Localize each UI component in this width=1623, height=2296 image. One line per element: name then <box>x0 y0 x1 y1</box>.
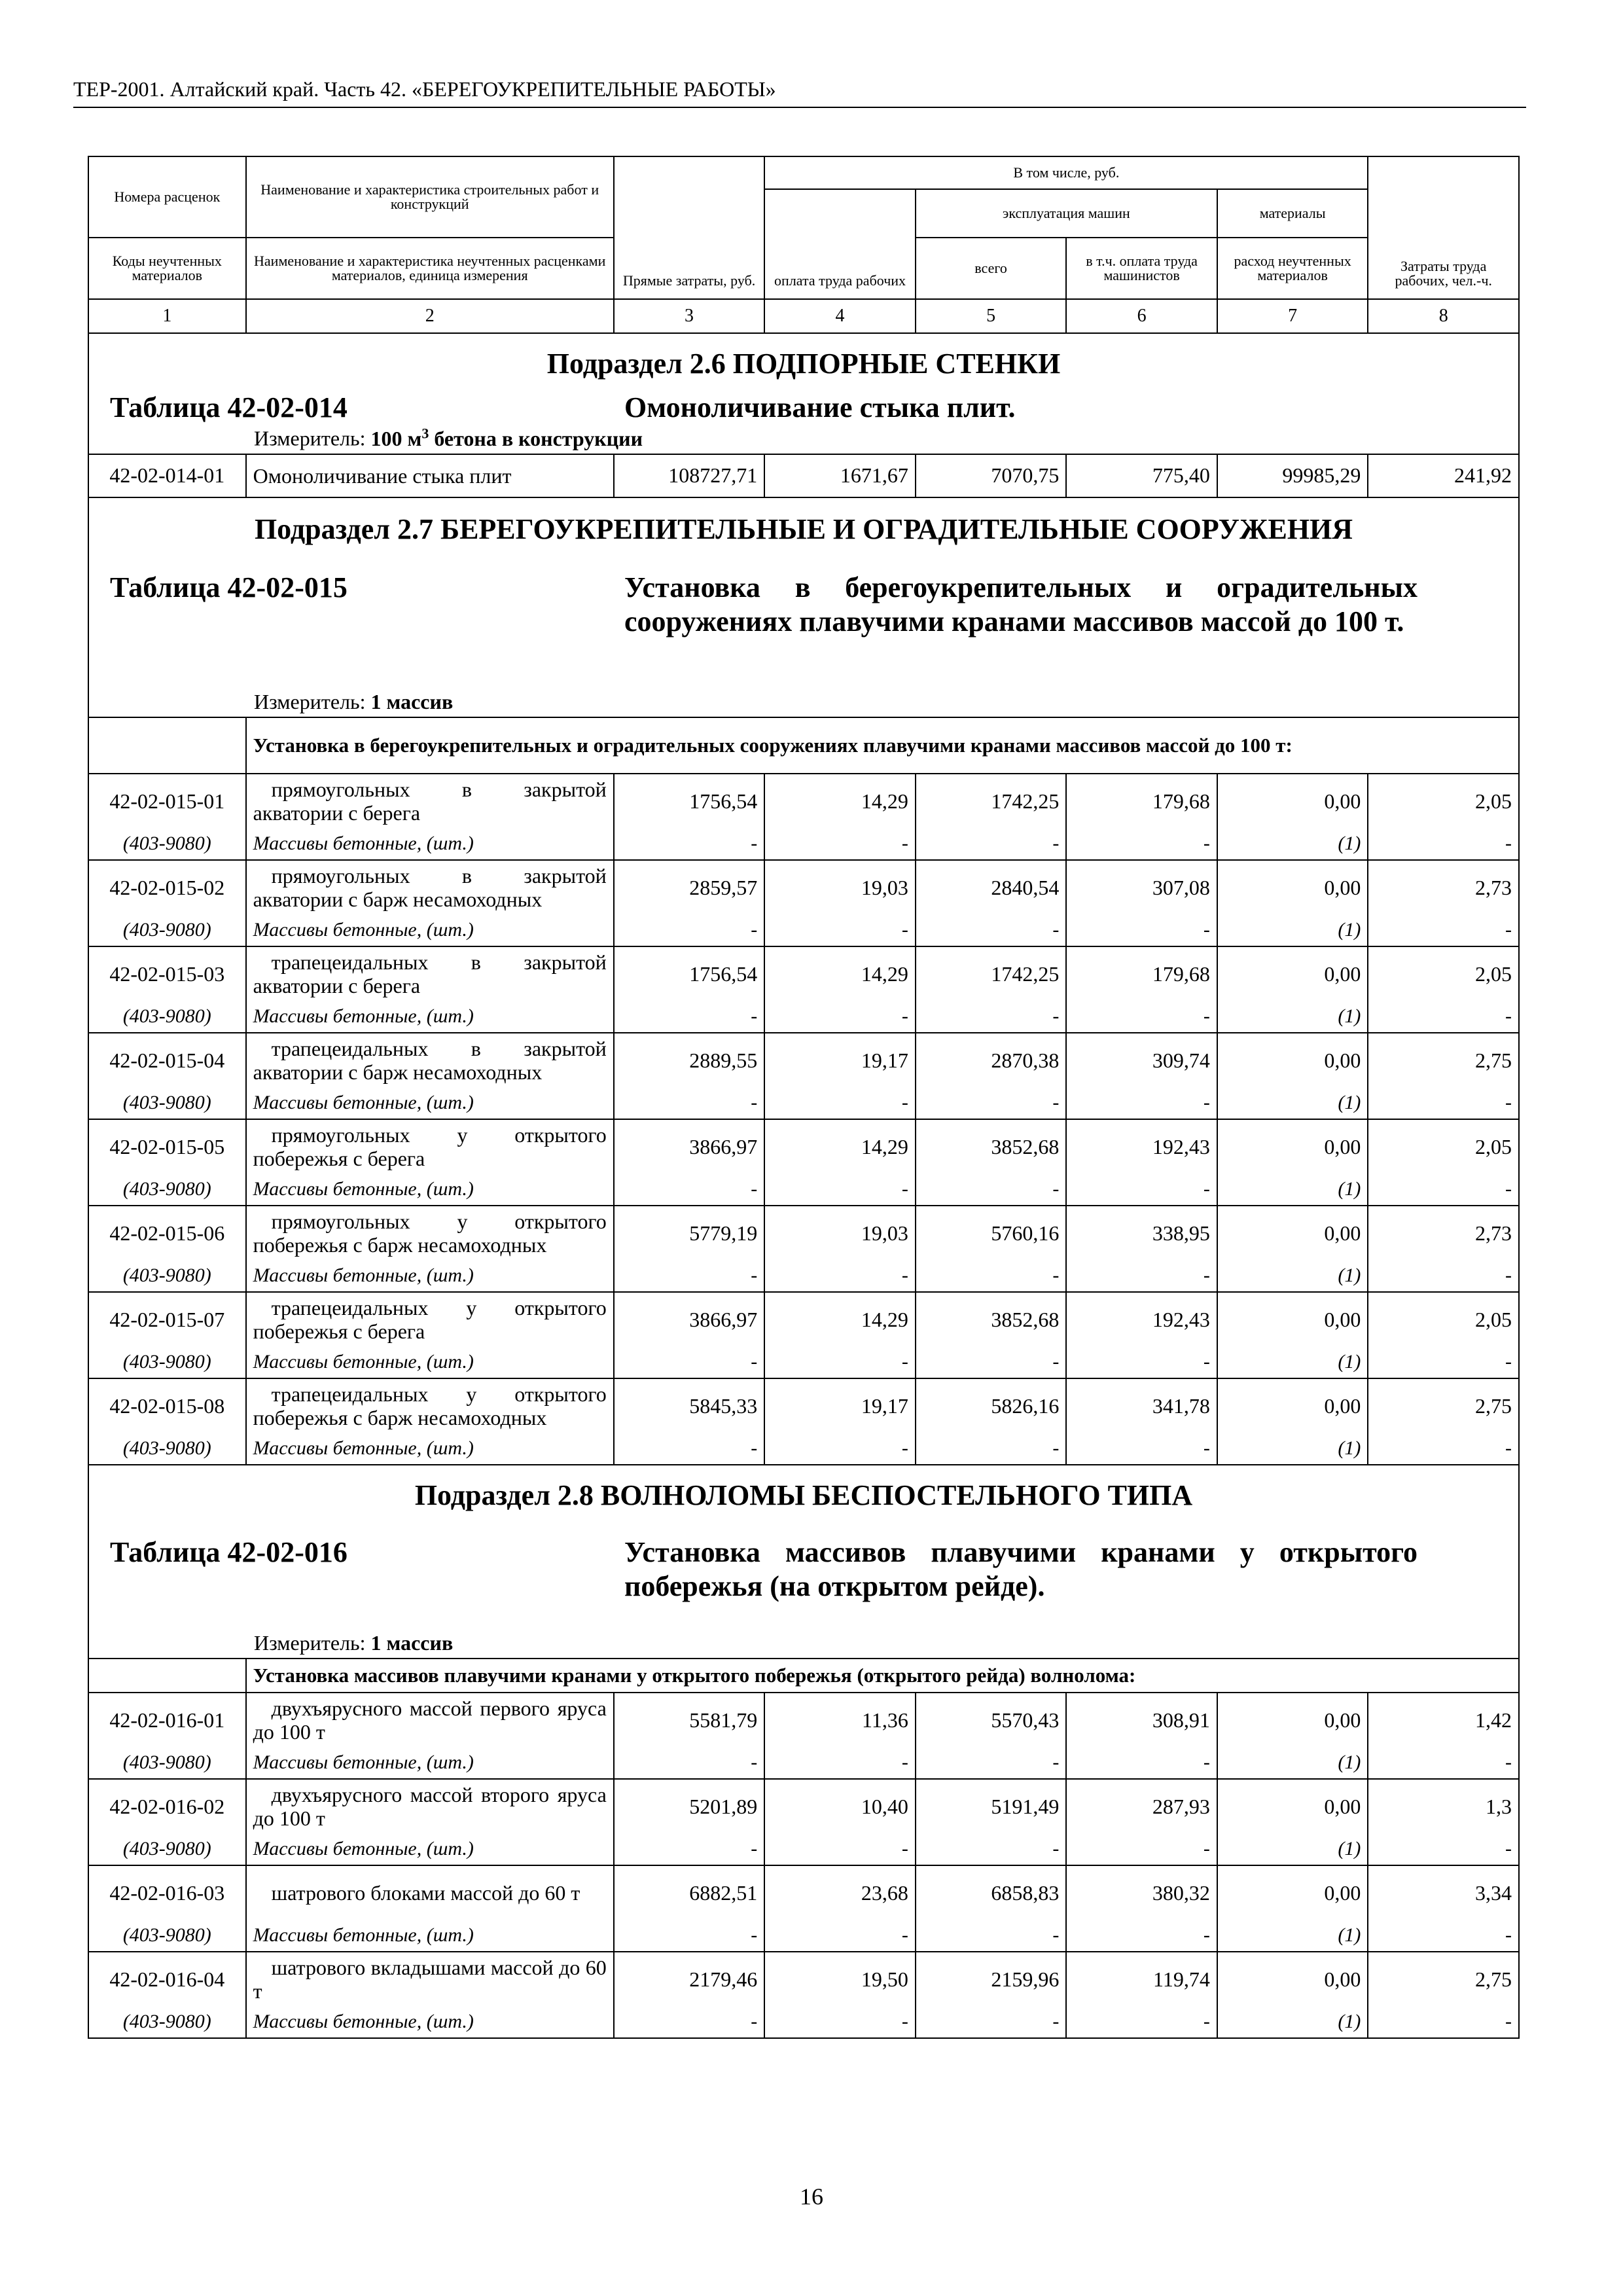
superscript: 3 <box>421 425 429 441</box>
value-cell: 14,29 <box>764 774 916 829</box>
rate-code: 42-02-016-02 <box>88 1779 246 1834</box>
table-label: Таблица 42-02-015 <box>110 571 348 603</box>
value-cell: 380,32 <box>1066 1865 1217 1920</box>
column-number: 4 <box>764 299 916 333</box>
value-cell: 108727,71 <box>614 454 765 497</box>
material-value: (1) <box>1217 915 1368 946</box>
value-cell: 1742,25 <box>916 946 1067 1001</box>
material-value: - <box>764 1174 916 1206</box>
subsection-row <box>88 1465 1519 1535</box>
col7-header: расход неучтенных материалов <box>1217 238 1368 299</box>
table-title-row <box>88 571 1519 690</box>
value-cell: 6858,83 <box>916 1865 1067 1920</box>
material-value: - <box>1066 1433 1217 1465</box>
material-value: - <box>614 1088 765 1119</box>
material-name: Массивы бетонные, (шт.) <box>246 1433 614 1465</box>
material-value: - <box>764 1347 916 1378</box>
material-name: Массивы бетонные, (шт.) <box>246 1920 614 1952</box>
measurer-cell <box>88 425 1519 454</box>
subsection-row <box>88 333 1519 391</box>
measurer-row <box>88 690 1519 717</box>
value-cell: 2,05 <box>1368 1119 1519 1174</box>
value-cell: 1,42 <box>1368 1693 1519 1748</box>
value-cell: 119,74 <box>1066 1952 1217 2007</box>
material-value: - <box>614 829 765 860</box>
material-code: (403-9080) <box>88 1748 246 1779</box>
table-title-row <box>88 1535 1519 1631</box>
col8-header: Затраты труда рабочих, чел.-ч. <box>1368 156 1519 299</box>
material-code: (403-9080) <box>88 1001 246 1033</box>
column-number: 8 <box>1368 299 1519 333</box>
material-value: (1) <box>1217 1088 1368 1119</box>
value-cell: 192,43 <box>1066 1119 1217 1174</box>
rate-name: трапецеидальных у открытого побережья с берега <box>246 1292 614 1347</box>
value-cell: 287,93 <box>1066 1779 1217 1834</box>
material-code: (403-9080) <box>88 1433 246 1465</box>
material-value: - <box>614 1748 765 1779</box>
material-row <box>88 1920 1519 1952</box>
table-row <box>88 1779 1519 1834</box>
column-number: 5 <box>916 299 1067 333</box>
value-cell: 1756,54 <box>614 774 765 829</box>
value-cell: 2179,46 <box>614 1952 765 2007</box>
value-cell: 3866,97 <box>614 1119 765 1174</box>
table-title-cell <box>88 571 1519 690</box>
material-value: - <box>916 1748 1067 1779</box>
value-cell: 0,00 <box>1217 1693 1368 1748</box>
value-cell: 5570,43 <box>916 1693 1067 1748</box>
material-value: (1) <box>1217 2007 1368 2038</box>
material-code: (403-9080) <box>88 1920 246 1952</box>
rate-name: двухъярусного массой первого яруса до 100 т <box>246 1693 614 1748</box>
value-cell: 0,00 <box>1217 774 1368 829</box>
measurer-space <box>366 690 371 713</box>
running-header: ТЕР-2001. Алтайский край. Часть 42. «БЕРЕГОУКРЕПИТЕЛЬНЫЕ РАБОТЫ» <box>73 77 1526 108</box>
material-value: - <box>916 1347 1067 1378</box>
table-row <box>88 946 1519 1001</box>
material-value: (1) <box>1217 1261 1368 1292</box>
value-cell: 5760,16 <box>916 1206 1067 1261</box>
table-row <box>88 774 1519 829</box>
col1-top-header: Номера расценок <box>88 156 246 238</box>
measurer-row <box>88 1631 1519 1659</box>
material-value: - <box>916 1433 1067 1465</box>
table-title-cell <box>88 1535 1519 1631</box>
rate-code: 42-02-016-04 <box>88 1952 246 2007</box>
material-value: - <box>1066 915 1217 946</box>
value-cell: 5779,19 <box>614 1206 765 1261</box>
material-value: - <box>764 915 916 946</box>
rate-code: 42-02-015-02 <box>88 860 246 915</box>
material-value: - <box>764 2007 916 2038</box>
material-value: - <box>614 2007 765 2038</box>
value-cell: 1671,67 <box>764 454 916 497</box>
material-value: - <box>1368 1001 1519 1033</box>
value-cell: 241,92 <box>1368 454 1519 497</box>
measurer-value: 100 $м^3$ бетона в конструкции <box>370 425 643 450</box>
rate-name: трапецеидальных у открытого побережья с барж несамоходных <box>246 1378 614 1433</box>
material-value: - <box>614 1920 765 1952</box>
measurer-cell <box>88 690 1519 717</box>
measurer-space <box>366 427 371 450</box>
material-value: - <box>614 915 765 946</box>
material-value: (1) <box>1217 1748 1368 1779</box>
table-row <box>88 1865 1519 1920</box>
material-value: - <box>1066 1088 1217 1119</box>
material-value: - <box>916 1174 1067 1206</box>
value-cell: 0,00 <box>1217 1033 1368 1088</box>
rate-name: трапецеидальных в закрытой акватории с берега <box>246 946 614 1001</box>
value-cell: 0,00 <box>1217 1952 1368 2007</box>
material-value: - <box>916 1920 1067 1952</box>
material-value: (1) <box>1217 829 1368 860</box>
value-cell: 775,40 <box>1066 454 1217 497</box>
value-cell: 3,34 <box>1368 1865 1519 1920</box>
column-number: 2 <box>246 299 614 333</box>
material-row <box>88 829 1519 860</box>
material-name: Массивы бетонные, (шт.) <box>246 1261 614 1292</box>
value-cell: 0,00 <box>1217 1119 1368 1174</box>
material-value: - <box>916 915 1067 946</box>
material-row <box>88 2007 1519 2038</box>
value-cell: 0,00 <box>1217 946 1368 1001</box>
table-row <box>88 1693 1519 1748</box>
material-name: Массивы бетонные, (шт.) <box>246 1001 614 1033</box>
value-cell: 2840,54 <box>916 860 1067 915</box>
value-cell: 19,17 <box>764 1378 916 1433</box>
rate-name: прямоугольных в закрытой акватории с берега <box>246 774 614 829</box>
value-cell: 0,00 <box>1217 1206 1368 1261</box>
value-cell: 309,74 <box>1066 1033 1217 1088</box>
material-value: - <box>1066 2007 1217 2038</box>
table-row <box>88 454 1519 497</box>
material-value: - <box>614 1174 765 1206</box>
table-row <box>88 1206 1519 1261</box>
table-row <box>88 1952 1519 2007</box>
material-value: (1) <box>1217 1433 1368 1465</box>
material-value: (1) <box>1217 1347 1368 1378</box>
value-cell: 5201,89 <box>614 1779 765 1834</box>
subsection-title: Подраздел 2.6 ПОДПОРНЫЕ СТЕНКИ <box>88 333 1519 391</box>
material-row <box>88 915 1519 946</box>
value-cell: 5581,79 <box>614 1693 765 1748</box>
material-name: Массивы бетонные, (шт.) <box>246 2007 614 2038</box>
value-cell: 7070,75 <box>916 454 1067 497</box>
material-value: (1) <box>1217 1834 1368 1865</box>
value-cell: 10,40 <box>764 1779 916 1834</box>
material-value: - <box>916 1834 1067 1865</box>
material-value: - <box>764 1748 916 1779</box>
material-value: - <box>1066 1748 1217 1779</box>
material-row <box>88 1261 1519 1292</box>
material-code: (403-9080) <box>88 1261 246 1292</box>
material-code: (403-9080) <box>88 1347 246 1378</box>
material-row <box>88 1748 1519 1779</box>
value-cell: 14,29 <box>764 1292 916 1347</box>
material-row <box>88 1001 1519 1033</box>
col2-bottom-header: Наименование и характеристика неучтенных расценками материалов, единица измерения <box>246 238 614 299</box>
table-label: Таблица 42-02-014 <box>110 391 348 423</box>
group-title: Установка массивов плавучими кранами у открытого побережья (открытого рейда) волнолома: <box>246 1659 1519 1693</box>
table-row <box>88 860 1519 915</box>
column-number: 6 <box>1066 299 1217 333</box>
value-cell: 0,00 <box>1217 1292 1368 1347</box>
value-cell: 0,00 <box>1217 860 1368 915</box>
header-row-1 <box>88 156 1519 189</box>
material-name: Массивы бетонные, (шт.) <box>246 1834 614 1865</box>
rate-code: 42-02-015-04 <box>88 1033 246 1088</box>
material-name: Массивы бетонные, (шт.) <box>246 915 614 946</box>
value-cell: 3866,97 <box>614 1292 765 1347</box>
material-value: - <box>1368 1433 1519 1465</box>
rates-table <box>88 156 1520 2039</box>
material-row <box>88 1174 1519 1206</box>
col5-header: всего <box>916 238 1067 299</box>
material-value: - <box>916 829 1067 860</box>
value-cell: 14,29 <box>764 946 916 1001</box>
value-cell: 179,68 <box>1066 774 1217 829</box>
table-title: Установка массивов плавучими кранами у открытого побережья (на открытом рейде). <box>624 1535 1418 1602</box>
material-value: - <box>1368 1261 1519 1292</box>
material-name: Массивы бетонные, (шт.) <box>246 1347 614 1378</box>
col4-header: оплата труда рабочих <box>764 189 916 299</box>
value-cell: 3852,68 <box>916 1292 1067 1347</box>
material-row <box>88 1347 1519 1378</box>
subsection-title: Подраздел 2.8 ВОЛНОЛОМЫ БЕСПОСТЕЛЬНОГО ТИПА <box>88 1465 1519 1535</box>
column-number: 7 <box>1217 299 1368 333</box>
col6-header: в т.ч. оплата труда машинистов <box>1066 238 1217 299</box>
material-value: - <box>1066 1261 1217 1292</box>
rate-name: двухъярусного массой второго яруса до 100 т <box>246 1779 614 1834</box>
rate-code: 42-02-014-01 <box>88 454 246 497</box>
material-name: Массивы бетонные, (шт.) <box>246 1174 614 1206</box>
value-cell: 1,3 <box>1368 1779 1519 1834</box>
page-number: 16 <box>800 2183 823 2210</box>
value-cell: 307,08 <box>1066 860 1217 915</box>
material-value: - <box>614 1834 765 1865</box>
table-title: Омоноличивание стыка плит. <box>624 391 1016 423</box>
value-cell: 2,73 <box>1368 860 1519 915</box>
column-numbers-row <box>88 299 1519 333</box>
material-code: (403-9080) <box>88 829 246 860</box>
group-header: В том числе, руб. <box>764 156 1368 189</box>
rate-code: 42-02-015-05 <box>88 1119 246 1174</box>
material-value: - <box>1066 1834 1217 1865</box>
material-value: - <box>1368 1920 1519 1952</box>
material-code: (403-9080) <box>88 915 246 946</box>
rate-name: прямоугольных у открытого побережья с барж несамоходных <box>246 1206 614 1261</box>
rate-code: 42-02-016-03 <box>88 1865 246 1920</box>
measurer-space <box>366 1631 371 1655</box>
value-cell: 2,75 <box>1368 1952 1519 2007</box>
table-row <box>88 1033 1519 1088</box>
material-value: - <box>1368 1347 1519 1378</box>
group-title-row <box>88 1659 1519 1693</box>
rate-code: 42-02-015-06 <box>88 1206 246 1261</box>
material-value: - <box>1066 829 1217 860</box>
value-cell: 2870,38 <box>916 1033 1067 1088</box>
measurer-label: Измеритель: <box>254 426 366 450</box>
value-cell: 19,17 <box>764 1033 916 1088</box>
rate-code: 42-02-015-03 <box>88 946 246 1001</box>
material-value: (1) <box>1217 1920 1368 1952</box>
value-cell: 1742,25 <box>916 774 1067 829</box>
value-cell: 341,78 <box>1066 1378 1217 1433</box>
rate-code: 42-02-015-01 <box>88 774 246 829</box>
measurer-row <box>88 425 1519 454</box>
table-title-row <box>88 391 1519 425</box>
column-number: 1 <box>88 299 246 333</box>
measurer-value: 1 массив <box>370 689 454 713</box>
material-value: - <box>1066 1001 1217 1033</box>
table-label: Таблица 42-02-016 <box>110 1535 348 1568</box>
value-cell: 0,00 <box>1217 1779 1368 1834</box>
rate-name: шатрового блоками массой до 60 т <box>246 1865 614 1920</box>
value-cell: 19,50 <box>764 1952 916 2007</box>
rate-name: трапецеидальных в закрытой акватории с барж несамоходных <box>246 1033 614 1088</box>
material-value: - <box>1368 1174 1519 1206</box>
material-value: - <box>764 1088 916 1119</box>
subsection-title: Подраздел 2.7 БЕРЕГОУКРЕПИТЕЛЬНЫЕ И ОГРАДИТЕЛЬНЫЕ СООРУЖЕНИЯ <box>88 497 1519 571</box>
value-cell: 19,03 <box>764 860 916 915</box>
table-title-cell <box>88 391 1519 425</box>
measurer-label: Измеритель: <box>254 689 366 713</box>
material-value: (1) <box>1217 1001 1368 1033</box>
material-value: - <box>1368 915 1519 946</box>
col1-bottom-header: Коды неучтенных материалов <box>88 238 246 299</box>
table-row <box>88 1292 1519 1347</box>
material-value: - <box>764 1433 916 1465</box>
value-cell: 0,00 <box>1217 1378 1368 1433</box>
value-cell: 5191,49 <box>916 1779 1067 1834</box>
value-cell: 2,73 <box>1368 1206 1519 1261</box>
material-value: - <box>614 1433 765 1465</box>
value-cell: 14,29 <box>764 1119 916 1174</box>
measurer-label: Измеритель: <box>254 1630 366 1655</box>
material-value: - <box>1066 1174 1217 1206</box>
material-value: - <box>614 1001 765 1033</box>
table-title: Установка в берегоукрепительных и оградительных сооружениях плавучими кранами массивов массой до 100 т. <box>624 571 1418 637</box>
material-row <box>88 1433 1519 1465</box>
material-value: - <box>764 1001 916 1033</box>
material-value: (1) <box>1217 1174 1368 1206</box>
table-title-wrap <box>89 571 1518 639</box>
group-title: Установка в берегоукрепительных и оградительных сооружениях плавучими кранами массивов массой до 100 т: <box>246 717 1519 774</box>
value-cell: 338,95 <box>1066 1206 1217 1261</box>
value-cell: 11,36 <box>764 1693 916 1748</box>
rate-code: 42-02-015-07 <box>88 1292 246 1347</box>
material-name: Массивы бетонные, (шт.) <box>246 1748 614 1779</box>
material-code: (403-9080) <box>88 2007 246 2038</box>
col2-top-header: Наименование и характеристика строительных работ и конструкций <box>246 156 614 238</box>
empty-cell <box>88 1659 246 1693</box>
material-name: Массивы бетонные, (шт.) <box>246 829 614 860</box>
material-value: - <box>1368 1088 1519 1119</box>
material-row <box>88 1088 1519 1119</box>
material-name: Массивы бетонные, (шт.) <box>246 1088 614 1119</box>
material-value: - <box>614 1261 765 1292</box>
value-cell: 2889,55 <box>614 1033 765 1088</box>
material-value: - <box>1066 1347 1217 1378</box>
material-value: - <box>764 1920 916 1952</box>
material-value: - <box>1066 1920 1217 1952</box>
material-value: - <box>764 829 916 860</box>
value-cell: 308,91 <box>1066 1693 1217 1748</box>
rate-name: прямоугольных у открытого побережья с берега <box>246 1119 614 1174</box>
subsection-row <box>88 497 1519 571</box>
material-value: - <box>764 1261 916 1292</box>
material-code: (403-9080) <box>88 1174 246 1206</box>
material-value: - <box>614 1347 765 1378</box>
measurer-value: 1 массив <box>370 1630 454 1655</box>
material-value: - <box>1368 1748 1519 1779</box>
value-cell: 23,68 <box>764 1865 916 1920</box>
value-cell: 5826,16 <box>916 1378 1067 1433</box>
material-value: - <box>916 1261 1067 1292</box>
material-row <box>88 1834 1519 1865</box>
materials-header: материалы <box>1217 189 1368 238</box>
rate-code: 42-02-016-01 <box>88 1693 246 1748</box>
material-value: - <box>916 1001 1067 1033</box>
value-cell: 2,05 <box>1368 774 1519 829</box>
material-code: (403-9080) <box>88 1834 246 1865</box>
value-cell: 2,75 <box>1368 1033 1519 1088</box>
value-cell: 19,03 <box>764 1206 916 1261</box>
value-cell: 1756,54 <box>614 946 765 1001</box>
table-row <box>88 1378 1519 1433</box>
machines-header: эксплуатация машин <box>916 189 1217 238</box>
rate-name: шатрового вкладышами массой до 60 т <box>246 1952 614 2007</box>
value-cell: 3852,68 <box>916 1119 1067 1174</box>
value-cell: 6882,51 <box>614 1865 765 1920</box>
value-cell: 5845,33 <box>614 1378 765 1433</box>
value-cell: 2,05 <box>1368 1292 1519 1347</box>
material-code: (403-9080) <box>88 1088 246 1119</box>
material-value: - <box>1368 2007 1519 2038</box>
empty-cell <box>88 717 246 774</box>
value-cell: 2,05 <box>1368 946 1519 1001</box>
value-cell: 179,68 <box>1066 946 1217 1001</box>
table-row <box>88 1119 1519 1174</box>
value-cell: 99985,29 <box>1217 454 1368 497</box>
value-cell: 0,00 <box>1217 1865 1368 1920</box>
value-cell: 2859,57 <box>614 860 765 915</box>
col3-header: Прямые затраты, руб. <box>614 156 765 299</box>
rate-name: Омоноличивание стыка плит <box>246 454 614 497</box>
rate-code: 42-02-015-08 <box>88 1378 246 1433</box>
material-value: - <box>916 2007 1067 2038</box>
column-number: 3 <box>614 299 765 333</box>
table-title-wrap <box>89 1535 1518 1604</box>
measurer-cell <box>88 1631 1519 1659</box>
material-value: - <box>764 1834 916 1865</box>
value-cell: 2159,96 <box>916 1952 1067 2007</box>
rate-name: прямоугольных в закрытой акватории с барж несамоходных <box>246 860 614 915</box>
material-value: - <box>1368 829 1519 860</box>
value-cell: 2,75 <box>1368 1378 1519 1433</box>
value-cell: 192,43 <box>1066 1292 1217 1347</box>
group-title-row <box>88 717 1519 774</box>
material-value: - <box>916 1088 1067 1119</box>
material-value: - <box>1368 1834 1519 1865</box>
table-title-wrap <box>89 391 1518 425</box>
